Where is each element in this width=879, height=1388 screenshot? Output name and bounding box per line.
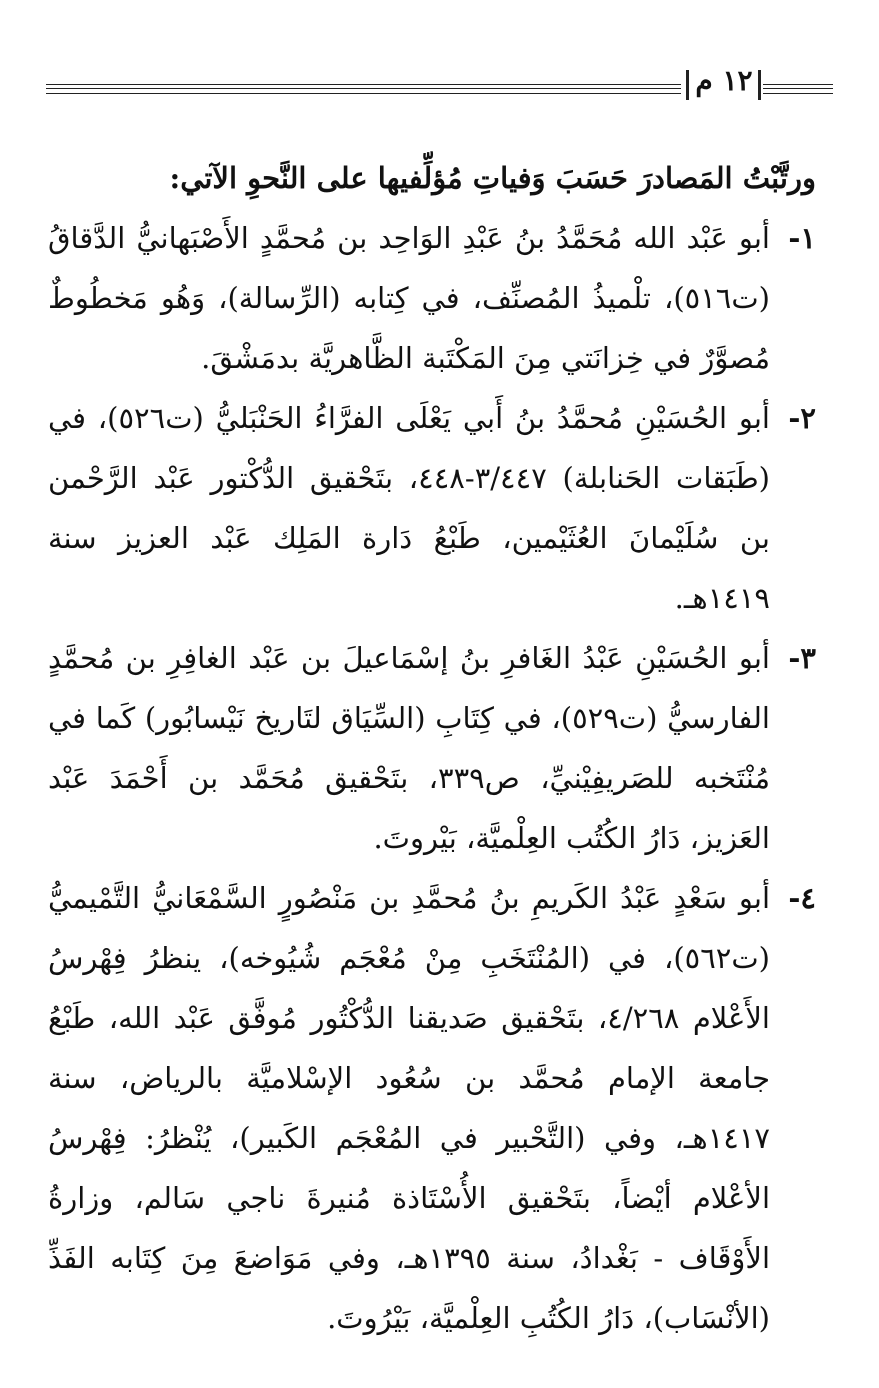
source-entry-2 <box>48 388 816 628</box>
entry-number: ١- <box>788 221 816 255</box>
source-entry-4 <box>48 868 816 1348</box>
entry-text: أبو الحُسَيْنِ عَبْدُ الغَافرِ بنُ إسْمَاعيلَ بن عَبْد الغافِرِ بن مُحمَّدٍ الفارسيُّ (ت٥٢٩)، في كِتَابِ (السِّيَاق لتَاريخ نَيْسابُور) كَما في مُنْتَخبه للصَريفِيْنيِّ، ص٣٣٩، بتَحْقيق مُحَمَّد بن أَحْمَدَ عَبْد العَزيز، دَارُ الكُتُب العِلْميَّة، بَيْروتَ. <box>48 641 770 855</box>
entry-number: ٣- <box>788 641 816 675</box>
entry-number: ٢- <box>788 401 816 435</box>
header-bar-right <box>758 70 761 100</box>
entry-text: أبو عَبْد الله مُحَمَّدُ بنُ عَبْدِ الوَاحِد بن مُحمَّدٍ الأَصْبَهانيُّ الدَّقاقُ (ت٥١٦)، تلْميذُ المُصنِّف، في كِتابه (الرِّسالة)، وَهُو مَخطُوطٌ مُصوَّرٌ في خِزانَتي مِنَ المَكْتَبة الظَّاهريَّة بدمَشْقَ. <box>48 221 770 375</box>
source-entry-1 <box>48 208 816 388</box>
page-header <box>46 62 833 106</box>
header-bar-left <box>686 70 689 100</box>
entry-text: أبو سَعْدٍ عَبْدُ الكَريمِ بنُ مُحمَّدِ بن مَنْصُورٍ السَّمْعَانيُّ التَّمْيميُّ (ت٥٦٢)، في (المُنْتَخَبِ مِنْ مُعْجَم شُيُوخه)، ينظرُ فِهْرسُ الأَعْلام ٤/٢٦٨، بتَحْقيق صَديقنا الدُّكْتُور مُوفَّق عَبْد الله، طَبْعُ جامعة الإمام مُحمَّد بن سُعُود الإسْلاميَّة بالرياض، سنة ١٤١٧هـ، وفي (التَّحْبير في المُعْجَم الكَبير)، يُنْظرُ: فِهْرسُ الأعْلام أيْضاً، بتَحْقيق الأُسْتَاذة مُنيرةَ ناجي سَالم، وزارةُ الأَوْقَاف - بَغْدادُ، سنة ١٣٩٥هـ، وفي مَوَاضعَ مِنَ كِتَابه الفَذِّ (الأنْسَاب)، دَارُ الكُتُبِ العِلْميَّة، بَيْرُوتَ. <box>48 881 770 1335</box>
entry-text: أبو الحُسَيْنِ مُحمَّدُ بنُ أَبي يَعْلَى الفرَّاءُ الحَنْبَليُّ (ت٥٢٦)، في (طَبَقات الحَنابلة) ٣/٤٤٧-٤٤٨، بتَحْقيق الدُّكْتور عَبْد الرَّحْمن بن سُلَيْمانَ العُثَيْمين، طَبْعُ دَارة المَلِك عَبْد العزيز سنة ١٤١٩هـ. <box>48 401 770 615</box>
intro-paragraph: ورتَّبْتُ المَصادرَ حَسَبَ وَفياتِ مُؤلِّفيها على النَّحوِ الآتي: <box>169 161 816 195</box>
entry-number: ٤- <box>788 881 816 915</box>
header-rule-left <box>46 84 681 94</box>
source-entry-3 <box>48 628 816 868</box>
page-number: ١٢ م <box>695 64 753 97</box>
page-body <box>48 148 816 1348</box>
header-rule-right <box>763 84 833 94</box>
